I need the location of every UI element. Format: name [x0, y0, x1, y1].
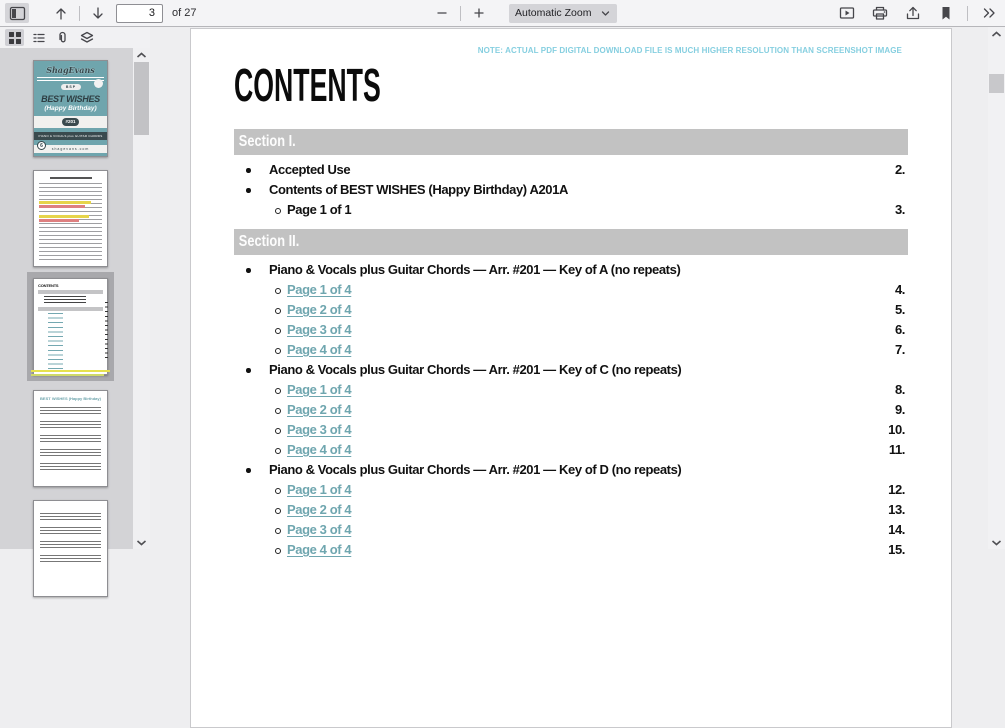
thumb3-section-bar	[38, 290, 103, 294]
toolbar-separator	[460, 6, 461, 21]
attachments-view-button[interactable]	[53, 29, 72, 46]
contents-entry-text[interactable]: Page 4 of 4	[287, 542, 352, 557]
thumb3-section-bar	[38, 307, 103, 311]
save-button[interactable]	[901, 3, 925, 23]
contents-row[interactable]	[234, 340, 908, 360]
cover-instrument-band: PIANO & VOCALS plus GUITAR CHORDS	[34, 132, 107, 140]
contents-entry-text[interactable]: Page 1 of 4	[287, 482, 352, 497]
thumb2-red-highlight	[39, 219, 79, 222]
bullet-icon	[275, 508, 281, 514]
bullet-icon	[275, 528, 281, 534]
download-icon	[905, 6, 921, 21]
contents-entry-text[interactable]: Page 4 of 4	[287, 342, 352, 357]
arrow-down-icon	[91, 6, 105, 21]
bullet-icon	[275, 448, 281, 454]
toolbar-separator	[967, 6, 968, 21]
contents-row[interactable]	[234, 400, 908, 420]
contents-row	[234, 260, 908, 280]
cover-title: BEST WISHES	[41, 94, 100, 104]
zoom-in-button[interactable]	[467, 3, 491, 23]
thumb3-page-numbers	[105, 302, 108, 358]
bullet-icon	[246, 368, 251, 373]
contents-page-number: 12.	[888, 482, 905, 497]
cover-bsp-pill: B S P	[61, 84, 81, 90]
staff-lines	[40, 407, 101, 415]
more-tools-button[interactable]	[977, 3, 1001, 23]
thumbnail-page-2[interactable]	[33, 170, 108, 267]
staff-lines	[40, 513, 101, 521]
contents-page-number: 11.	[888, 442, 905, 457]
contents-entry-text: Accepted Use	[269, 162, 351, 177]
page-number-input[interactable]	[116, 4, 163, 23]
main-scrollbar-thumb[interactable]	[989, 74, 1004, 93]
presentation-mode-icon	[839, 6, 855, 20]
print-button[interactable]	[868, 3, 892, 23]
thumbnail-page-3	[33, 278, 108, 375]
thumb2-red-highlight	[39, 205, 85, 208]
contents-page-number: 6.	[894, 322, 905, 337]
thumbnails-grid-icon	[9, 32, 21, 44]
thumbnail-page-1[interactable]	[33, 60, 108, 157]
contents-page-number: 10.	[888, 422, 905, 437]
thumbnail-page-3-selected[interactable]	[27, 272, 114, 381]
contents-entry-text[interactable]: Page 1 of 4	[287, 282, 352, 297]
section-rows	[234, 260, 908, 560]
thumb3-yellow-highlight	[31, 370, 110, 372]
contents-entry-text: Contents of BEST WISHES (Happy Birthday) A201A	[269, 182, 568, 197]
bullet-icon	[246, 188, 251, 193]
chevron-down-icon	[601, 10, 610, 17]
contents-entry-text[interactable]: Page 2 of 4	[287, 402, 352, 417]
contents-row	[234, 180, 908, 200]
thumb2-title-line	[50, 177, 92, 179]
page-title: CONTENTS	[234, 59, 381, 111]
toolbar	[0, 0, 1005, 27]
sidebar-scrollbar-thumb[interactable]	[134, 62, 149, 135]
bookmark-icon	[940, 6, 952, 21]
staff-lines	[40, 541, 101, 549]
cover-subtitle: (Happy Birthday)	[44, 105, 97, 112]
presentation-mode-button[interactable]	[835, 3, 859, 23]
zoom-level-value: Automatic Zoom	[515, 7, 592, 19]
sidebar-view-switcher	[0, 27, 150, 48]
contents-section-1	[234, 129, 908, 220]
thumb2-yellow-highlight	[39, 215, 89, 218]
layers-icon	[80, 31, 94, 44]
contents-page-number: 7.	[894, 342, 905, 357]
section-rows	[234, 160, 908, 220]
toolbar-right-group	[835, 0, 1001, 26]
bullet-icon	[246, 168, 251, 173]
contents-entry-text[interactable]: Page 3 of 4	[287, 522, 352, 537]
contents-entry-text[interactable]: Page 2 of 4	[287, 302, 352, 317]
bullet-icon	[275, 288, 281, 294]
thumbnails-view-button[interactable]	[5, 29, 24, 46]
contents-entry-text[interactable]: Page 4 of 4	[287, 442, 352, 457]
scroll-down-arrow[interactable]	[133, 535, 150, 549]
outline-view-button[interactable]	[29, 29, 48, 46]
bullet-icon	[275, 408, 281, 414]
printer-icon	[872, 6, 888, 21]
contents-row[interactable]	[234, 320, 908, 340]
bullet-icon	[275, 488, 281, 494]
current-view-bookmark-button[interactable]	[934, 3, 958, 23]
pdf-page	[190, 28, 952, 728]
toolbar-separator	[79, 6, 80, 21]
zoom-level-select[interactable]	[509, 4, 617, 23]
contents-row[interactable]	[234, 540, 908, 560]
cover-arrangement-badge: #201	[62, 118, 79, 126]
sidebar-toggle-button[interactable]	[5, 3, 29, 23]
section-label: Section I.	[238, 133, 296, 150]
contents-row	[234, 160, 908, 180]
resolution-note: NOTE: ACTUAL PDF DIGITAL DOWNLOAD FILE IS MUCH HIGHER RESOLUTION THAN SCREENSHOT IMAGE	[477, 46, 902, 55]
contents-page-number: 9.	[894, 402, 905, 417]
contents-entry-text[interactable]: Page 3 of 4	[287, 422, 352, 437]
sidebar-scrollbar[interactable]	[133, 48, 150, 549]
contents-entry-text: Piano & Vocals plus Guitar Chords — Arr. #201 — Key of C (no repeats)	[269, 362, 682, 377]
cover-website: shagevans.com	[34, 145, 107, 153]
bullet-icon	[275, 328, 281, 334]
cover-stripe	[37, 77, 104, 79]
contents-page-number: 13.	[888, 502, 905, 517]
bullet-icon	[275, 208, 281, 214]
contents-row	[234, 360, 908, 380]
minus-icon	[436, 7, 448, 19]
staff-lines	[40, 449, 101, 457]
bullet-icon	[275, 548, 281, 554]
contents-page-number: 8.	[894, 382, 905, 397]
next-page-button[interactable]	[86, 3, 110, 23]
contents-row[interactable]	[234, 280, 908, 300]
thumb3-link-rows	[48, 313, 63, 369]
bullet-icon	[275, 428, 281, 434]
contents-page-number: 4.	[894, 282, 905, 297]
contents-entry-text[interactable]: Page 1 of 4	[287, 382, 352, 397]
main-scrollbar[interactable]	[988, 27, 1005, 549]
scroll-up-arrow[interactable]	[988, 27, 1005, 41]
bullet-icon	[275, 308, 281, 314]
section-bar	[234, 129, 908, 155]
bullet-icon	[246, 268, 251, 273]
staff-lines	[40, 463, 101, 471]
thumb3-green-highlight	[31, 374, 104, 376]
contents-section-2	[234, 229, 908, 560]
contents-page-number: 3.	[894, 202, 905, 217]
cover-corner-badge	[94, 79, 103, 88]
contents-row[interactable]	[234, 500, 908, 520]
section-bar	[234, 229, 908, 255]
scroll-down-arrow[interactable]	[988, 535, 1005, 549]
thumb3-contents-title: CONTENTS	[38, 283, 59, 288]
previous-page-button[interactable]	[49, 3, 73, 23]
double-chevron-right-icon	[982, 7, 997, 19]
contents-entry-text[interactable]: Page 3 of 4	[287, 322, 352, 337]
bullet-icon	[275, 348, 281, 354]
thumbnail-page-4[interactable]	[33, 390, 108, 487]
contents-row[interactable]	[234, 420, 908, 440]
staff-lines	[40, 435, 101, 443]
thumb3-text-rows	[44, 296, 86, 305]
contents-page-number: 14.	[888, 522, 905, 537]
cover-band	[34, 116, 107, 128]
toolbar-left-group	[0, 3, 196, 23]
contents-entry-text: Page 1 of 1	[287, 202, 352, 217]
paperclip-icon	[56, 31, 69, 44]
contents-page-number: 5.	[894, 302, 905, 317]
contents-row[interactable]	[234, 300, 908, 320]
thumb2-text-lines	[39, 183, 102, 261]
bullet-icon	[246, 468, 251, 473]
contents-entry-text[interactable]: Page 2 of 4	[287, 502, 352, 517]
contents-row[interactable]	[234, 520, 908, 540]
staff-lines	[40, 527, 101, 535]
toolbar-zoom-group	[430, 0, 617, 26]
contents-page-number: 2.	[894, 162, 905, 177]
cover-number-circle: 6	[37, 141, 46, 150]
outline-list-icon	[32, 32, 46, 44]
thumbnail-page-5[interactable]	[33, 500, 108, 597]
page-count-label: of 27	[172, 7, 197, 19]
contents-row[interactable]	[234, 480, 908, 500]
document-viewer	[150, 27, 1005, 557]
contents-row	[234, 200, 908, 220]
thumb2-yellow-highlight	[39, 201, 91, 204]
scroll-up-arrow[interactable]	[133, 48, 150, 62]
sidebar	[0, 27, 150, 549]
contents-entry-text: Piano & Vocals plus Guitar Chords — Arr. #201 — Key of D (no repeats)	[269, 462, 682, 477]
cover-logo-text: ShagEvans	[46, 65, 95, 75]
arrow-up-icon	[54, 6, 68, 21]
contents-row	[234, 460, 908, 480]
section-label: Section II.	[238, 233, 300, 250]
sidebar-toggle-icon	[9, 6, 26, 21]
staff-lines	[40, 421, 101, 429]
contents-row[interactable]	[234, 440, 908, 460]
layers-view-button[interactable]	[77, 29, 96, 46]
thumbnail-panel	[0, 48, 150, 549]
plus-icon	[473, 7, 485, 19]
contents-row[interactable]	[234, 380, 908, 400]
bullet-icon	[275, 388, 281, 394]
zoom-out-button[interactable]	[430, 3, 454, 23]
contents-page-number: 15.	[888, 542, 905, 557]
contents-entry-text: Piano & Vocals plus Guitar Chords — Arr. #201 — Key of A (no repeats)	[269, 262, 681, 277]
thumb4-song-heading: BEST WISHES (Happy Birthday)	[40, 396, 101, 401]
staff-lines	[40, 555, 101, 563]
